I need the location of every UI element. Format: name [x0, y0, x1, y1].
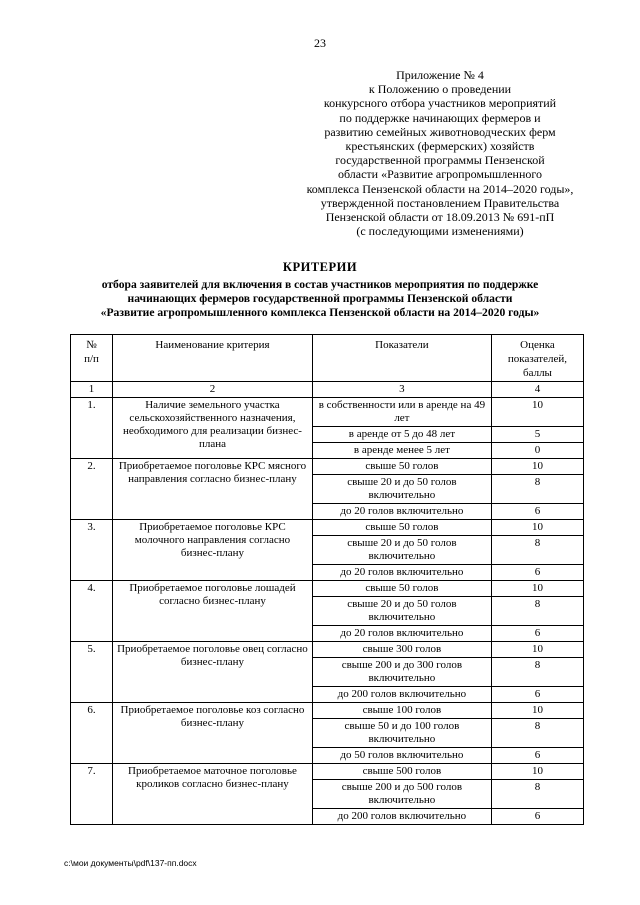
table-header-row [71, 335, 584, 382]
file-path: c:\мои документы\pdf\137-пп.docx [64, 858, 197, 868]
appendix-line: крестьянских (фермерских) хозяйств [345, 139, 535, 154]
criterion-name: Приобретаемое поголовье КРС мясного направления согласно бизнес-плану [113, 459, 313, 520]
criterion-number: 1. [71, 398, 113, 459]
appendix-line: по поддержке начинающих фермеров и [339, 110, 541, 125]
indicator-cell: свыше 20 и до 50 голов включительно [312, 597, 491, 626]
score-cell: 8 [491, 719, 583, 748]
score-cell: 10 [491, 703, 583, 719]
table-row [71, 703, 584, 719]
indicator-cell: свыше 20 и до 50 голов включительно [312, 475, 491, 504]
score-cell: 8 [491, 475, 583, 504]
score-cell: 10 [491, 764, 583, 780]
column-number-row [71, 382, 584, 398]
score-cell: 10 [491, 459, 583, 475]
score-cell: 8 [491, 658, 583, 687]
criteria-subtitle [0, 278, 640, 319]
indicator-cell: до 200 голов включительно [312, 809, 491, 825]
criteria-title: КРИТЕРИИ [282, 260, 358, 274]
criterion-name: Приобретаемое поголовье лошадей согласно бизнес-плану [113, 581, 313, 642]
criterion-name: Приобретаемое поголовье коз согласно бизнес-плану [113, 703, 313, 764]
indicator-cell: свыше 300 голов [312, 642, 491, 658]
subtitle-line: начинающих фермеров государственной программы Пензенской области [127, 291, 513, 305]
appendix-line: комплекса Пензенской области на 2014–2020 годы», [306, 181, 574, 196]
appendix-line: (с последующими изменениями) [356, 224, 524, 239]
indicator-cell: свыше 500 голов [312, 764, 491, 780]
column-number: 2 [113, 382, 313, 398]
appendix-line: утвержденной постановлением Правительства [320, 195, 560, 210]
indicator-cell: в аренде менее 5 лет [312, 443, 491, 459]
appendix-line: государственной программы Пензенской [335, 153, 545, 168]
criterion-name: Приобретаемое поголовье овец согласно бизнес-плану [113, 642, 313, 703]
criteria-table [70, 334, 584, 825]
header-num: № п/п [71, 335, 113, 382]
score-cell: 6 [491, 809, 583, 825]
indicator-cell: до 200 голов включительно [312, 687, 491, 703]
table-row [71, 398, 584, 427]
score-cell: 6 [491, 565, 583, 581]
score-cell: 10 [491, 520, 583, 536]
indicator-cell: до 20 голов включительно [312, 626, 491, 642]
column-number: 4 [491, 382, 583, 398]
table-row [71, 642, 584, 658]
indicator-cell: до 20 голов включительно [312, 565, 491, 581]
criterion-number: 4. [71, 581, 113, 642]
indicator-cell: в аренде от 5 до 48 лет [312, 427, 491, 443]
header-score: Оценка показателей, баллы [491, 335, 583, 382]
score-cell: 8 [491, 536, 583, 565]
appendix-line: к Положению о проведении [368, 82, 512, 97]
indicator-cell: до 20 голов включительно [312, 504, 491, 520]
appendix-line: конкурсного отбора участников мероприятий [323, 96, 557, 111]
criterion-number: 3. [71, 520, 113, 581]
page-number: 23 [314, 36, 326, 50]
indicator-cell: свыше 50 и до 100 голов включительно [312, 719, 491, 748]
subtitle-line: «Развитие агропромышленного комплекса Пензенской области на 2014–2020 годы» [100, 305, 540, 319]
indicator-cell: до 50 голов включительно [312, 748, 491, 764]
score-cell: 6 [491, 687, 583, 703]
criterion-name: Наличие земельного участка сельскохозяйственного назначения, необходимого для реализации бизнес-плана [113, 398, 313, 459]
column-number: 1 [71, 382, 113, 398]
criterion-name: Приобретаемое маточное поголовье кроликов согласно бизнес-плану [113, 764, 313, 825]
table-row [71, 581, 584, 597]
score-cell: 10 [491, 398, 583, 427]
column-number: 3 [312, 382, 491, 398]
indicator-cell: свыше 200 и до 500 голов включительно [312, 780, 491, 809]
criterion-number: 6. [71, 703, 113, 764]
indicator-cell: свыше 20 и до 50 голов включительно [312, 536, 491, 565]
header-criterion-name: Наименование критерия [113, 335, 313, 382]
header-indicators: Показатели [312, 335, 491, 382]
score-cell: 8 [491, 597, 583, 626]
table-row [71, 520, 584, 536]
appendix-line: развитию семейных животноводческих ферм [324, 124, 556, 139]
indicator-cell: свыше 50 голов [312, 459, 491, 475]
score-cell: 8 [491, 780, 583, 809]
score-cell: 0 [491, 443, 583, 459]
criterion-number: 5. [71, 642, 113, 703]
subtitle-line: отбора заявителей для включения в состав участников мероприятия по поддержке [101, 278, 539, 291]
indicator-cell: свыше 200 и до 300 голов включительно [312, 658, 491, 687]
criterion-name: Приобретаемое поголовье КРС молочного направления согласно бизнес-плану [113, 520, 313, 581]
appendix-line: Приложение № 4 [396, 68, 484, 82]
indicator-cell: в собственности или в аренде на 49 лет [312, 398, 491, 427]
score-cell: 6 [491, 748, 583, 764]
score-cell: 5 [491, 427, 583, 443]
appendix-line: Пензенской области от 18.09.2013 № 691-пП [325, 210, 555, 225]
indicator-cell: свыше 50 голов [312, 581, 491, 597]
indicator-cell: свыше 100 голов [312, 703, 491, 719]
score-cell: 6 [491, 626, 583, 642]
score-cell: 6 [491, 504, 583, 520]
criterion-number: 7. [71, 764, 113, 825]
appendix-header [280, 68, 600, 238]
score-cell: 10 [491, 642, 583, 658]
indicator-cell: свыше 50 голов [312, 520, 491, 536]
score-cell: 10 [491, 581, 583, 597]
table-row [71, 764, 584, 780]
table-row [71, 459, 584, 475]
appendix-line: области «Развитие агропромышленного [337, 167, 543, 182]
criterion-number: 2. [71, 459, 113, 520]
